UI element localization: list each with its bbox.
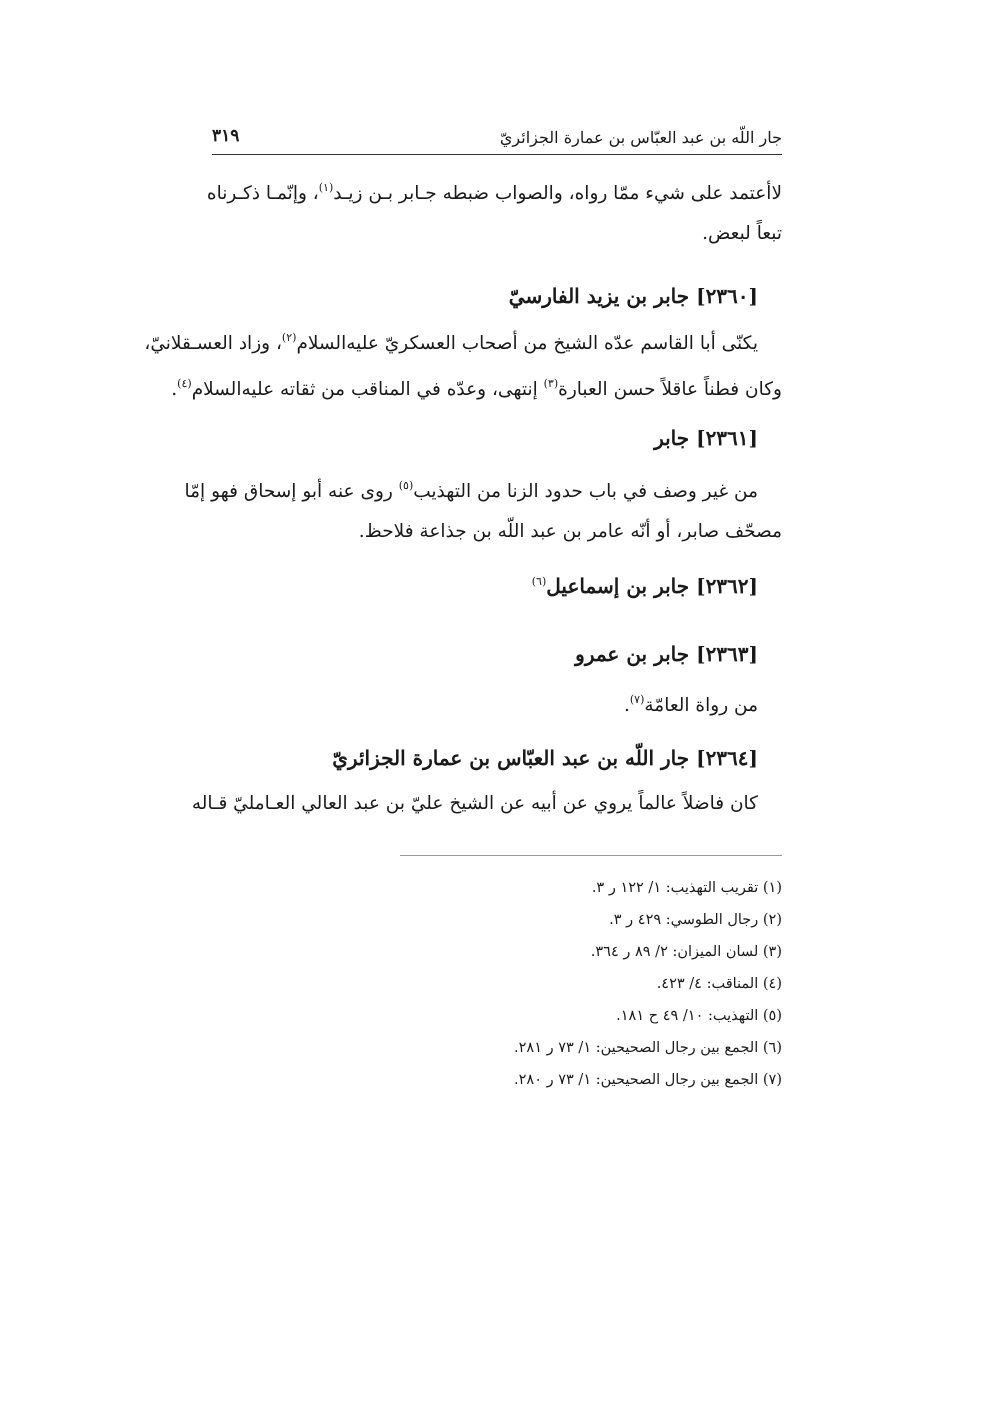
footnote: (٥) التهذيب: ١٠/ ٤٩ ح ١٨١.	[616, 1008, 782, 1024]
running-header	[212, 124, 782, 155]
entry-title: [٢٣٦٣] جابر بن عمرو	[575, 642, 758, 666]
text-line	[184, 466, 782, 512]
text-line	[171, 364, 782, 410]
text-run: روى عنه أبو إسحاق فهو إمّا	[184, 481, 399, 502]
continuation-paragraph	[206, 168, 782, 254]
footnotes	[514, 872, 782, 1096]
footnote-ref: (٥)	[398, 479, 414, 492]
text-run: من رواة العامّة	[644, 695, 758, 716]
footnote: (٢) رجال الطوسي: ٤٢٩ ر ٣.	[609, 912, 782, 928]
entry-title: [٢٣٦٠] جابر بن يزيد الفارسيّ	[508, 284, 758, 308]
text-line: تبعاً لبعض.	[702, 223, 782, 244]
text-run: ، وزاد العسـقلانيّ،	[144, 333, 282, 354]
footnote: (٣) لسان الميزان: ٢/ ٨٩ ر ٣٦٤.	[590, 944, 782, 960]
page-number: ٣١٩	[212, 126, 240, 146]
entry-body	[144, 318, 782, 410]
entry-body	[184, 466, 782, 552]
entry-title: [٢٣٦١] جابر	[654, 426, 758, 450]
text-line: مصحّف صابر، أو أنّه عامر بن عبد اللّه بن جذاعة فلاحظ.	[358, 521, 782, 542]
footnote-ref: (١)	[318, 181, 334, 194]
footnote-ref: (٦)	[531, 575, 547, 588]
footnote: (٧) الجمع بين رجال الصحيحين: ١/ ٧٣ ر ٢٨٠.	[514, 1072, 782, 1088]
entry-title-text: [٢٣٦٢] جابر بن إسماعيل	[546, 574, 758, 598]
footnote-ref: (٢)	[281, 331, 297, 344]
footnote-ref: (٣)	[543, 377, 559, 390]
footnote-ref: (٤)	[177, 377, 192, 390]
text-run: يكنّى أبا القاسم عدّه الشيخ من أصحاب العسكريّ عليه‌السلام	[296, 333, 758, 354]
text-run: إنتهى، وعدّه في المناقب من ثقاته عليه‌السلام	[191, 379, 544, 400]
footnote: (١) تقريب التهذيب: ١/ ١٢٢ ر ٣.	[591, 880, 782, 896]
footnote: (٦) الجمع بين رجال الصحيحين: ١/ ٧٣ ر ٢٨١.	[514, 1040, 782, 1056]
text-run: ، وإنّمـا ذكـرناه	[206, 183, 319, 204]
text-line	[206, 168, 782, 214]
text-run: من غير وصف في باب حدود الزنا من التهذيب	[413, 481, 758, 502]
text-line	[144, 318, 782, 364]
entry-body	[212, 680, 782, 726]
footnote: (٤) المناقب: ٤/ ٤٢٣.	[656, 976, 782, 992]
text-run: .	[623, 695, 630, 716]
text-line	[212, 680, 782, 726]
text-run: لاأعتمد على شيء ممّا رواه، والصواب ضبطه جـابر بـن زيـد	[333, 183, 782, 204]
footnote-divider	[400, 855, 782, 856]
text-run: .	[171, 379, 178, 400]
entry-title: [٢٣٦٤] جار اللّه بن عبد العبّاس بن عمارة الجزائريّ	[332, 746, 758, 770]
entry-body	[191, 784, 782, 824]
entry-title	[532, 574, 758, 598]
text-run: وكان فطناً عاقلاً حسن العبارة	[558, 379, 782, 400]
footnote-ref: (٧)	[629, 693, 645, 706]
running-title: جار اللّه بن عبد العبّاس بن عمارة الجزائريّ	[499, 128, 782, 147]
text-line: كان فاضلاً عالماً يروي عن أبيه عن الشيخ عليّ بن عبد العالي العـامليّ قـاله	[191, 793, 758, 814]
